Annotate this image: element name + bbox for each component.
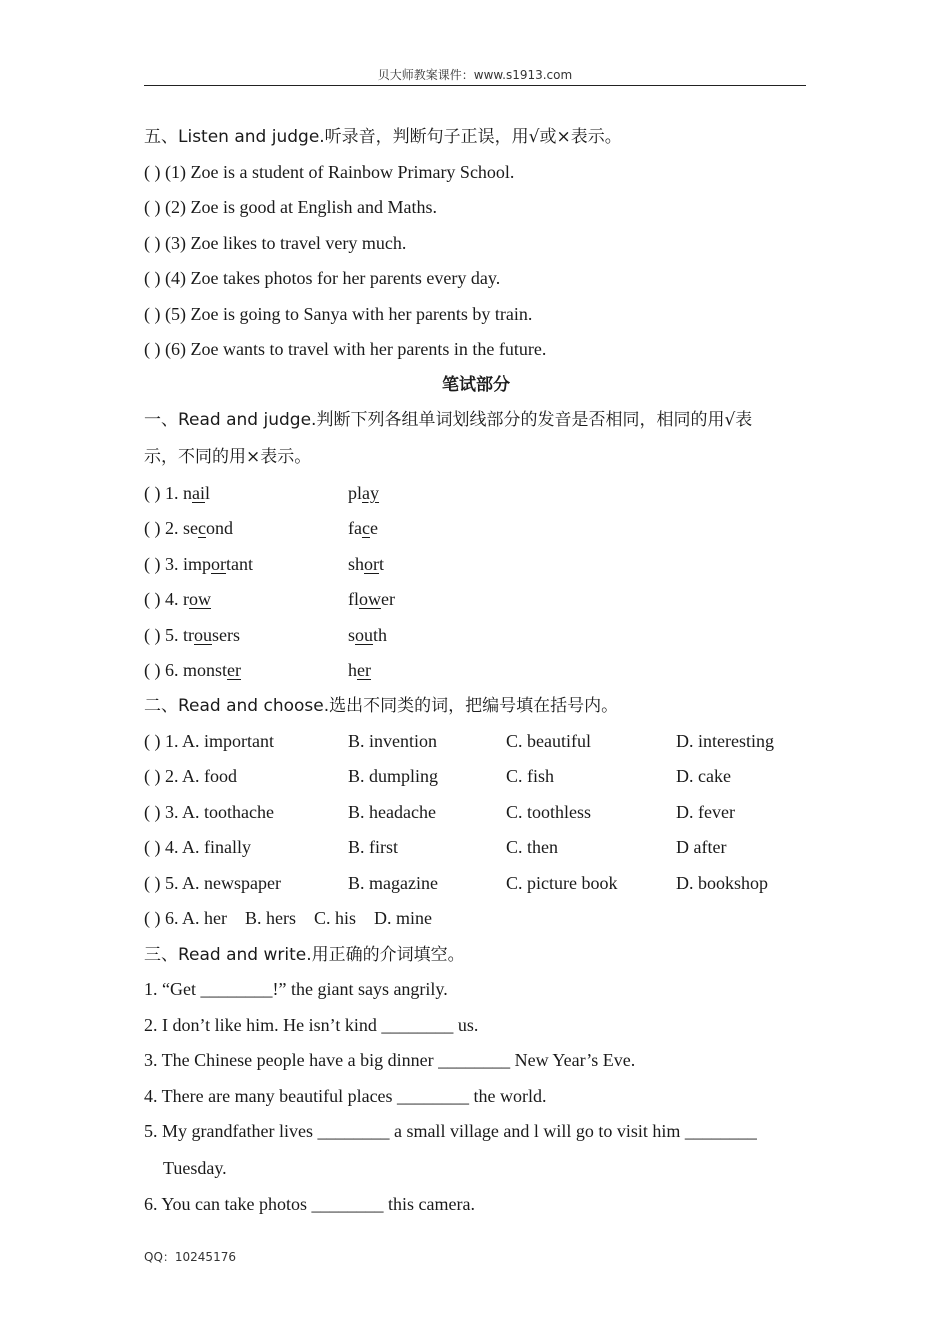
part1-title-line1 (144, 408, 752, 431)
word-a-underlined: or (211, 554, 227, 574)
word-b (348, 553, 384, 575)
word-a-suffix: sers (212, 625, 240, 645)
option-b: B. invention (348, 731, 437, 751)
word-b-prefix: s (348, 625, 356, 645)
option-a: ( ) 4. A. finally (144, 837, 251, 857)
option-b: B. first (348, 837, 399, 857)
word-a (144, 624, 240, 646)
word-b (348, 624, 387, 646)
listening-item: ( ) (2) Zoe is good at English and Maths. (144, 197, 437, 217)
word-b-prefix: sh (348, 554, 365, 574)
word-b-suffix: t (379, 554, 385, 574)
option-a: ( ) 1. A. important (144, 731, 274, 751)
part1-title-line2 (144, 445, 311, 468)
word-b-suffix: er (381, 589, 395, 609)
word-b-underlined: or (364, 554, 380, 574)
word-a (144, 659, 241, 681)
option-d: D. fever (676, 802, 735, 822)
listening-item: ( ) (1) Zoe is a student of Rainbow Primary School. (144, 162, 515, 182)
word-a (144, 588, 211, 610)
fill-blank-item: 1. “Get ________!” the giant says angrily. (144, 979, 448, 999)
listening-item: ( ) (6) Zoe wants to travel with her parents in the future. (144, 339, 547, 359)
word-b (348, 659, 371, 681)
part1-title-line1-text: 一、Read and judge.判断下列各组单词划线部分的发音是否相同，相同的用√表 (144, 410, 753, 430)
word-b-suffix: e (369, 518, 378, 538)
item-number: ( ) 6. (144, 660, 183, 680)
word-a-underlined: c (198, 518, 206, 538)
fill-blank-item-continuation: Tuesday. (163, 1158, 227, 1178)
option-b: B. dumpling (348, 766, 439, 786)
word-a-suffix: tant (226, 554, 254, 574)
word-a-prefix: se (183, 518, 198, 538)
word-a-prefix: tr (183, 625, 194, 645)
word-b-underlined: ou (355, 625, 374, 645)
word-a-suffix: ond (206, 518, 233, 538)
part2-title (144, 694, 618, 717)
item-number: ( ) 5. (144, 625, 183, 645)
word-a-underlined: ai (192, 483, 205, 503)
written-section-title: 笔试部分 (442, 375, 510, 395)
listening-item: ( ) (4) Zoe takes photos for her parents every day. (144, 268, 501, 288)
word-a-prefix: r (183, 589, 189, 609)
word-a-underlined: ow (189, 589, 211, 609)
item-number: ( ) 4. (144, 589, 183, 609)
part1-title-line2-text: 示，不同的用×表示。 (144, 447, 312, 467)
word-b-prefix: fl (348, 589, 359, 609)
listening-title (144, 125, 622, 148)
item-number: ( ) 1. (144, 483, 183, 503)
word-b-prefix: fa (348, 518, 362, 538)
word-a (144, 482, 210, 504)
option-d: D. bookshop (676, 873, 769, 893)
word-a-underlined: ou (194, 625, 212, 645)
word-b-underlined: c (361, 518, 370, 538)
word-a-prefix: imp (183, 554, 212, 574)
option-a: ( ) 5. A. newspaper (144, 873, 281, 893)
fill-blank-item: 4. There are many beautiful places ________ the world. (144, 1086, 547, 1106)
option-b: B. magazine (348, 873, 438, 893)
part2-item6: ( ) 6. A. her B. hers C. his D. mine (144, 908, 432, 928)
fill-blank-item: 2. I don’t like him. He isn’t kind ________ us. (144, 1015, 479, 1035)
item-number: ( ) 2. (144, 518, 183, 538)
word-a (144, 553, 253, 575)
word-b (348, 588, 395, 610)
option-c: C. picture book (506, 873, 618, 893)
word-a (144, 517, 233, 539)
listening-item: ( ) (5) Zoe is going to Sanya with her parents by train. (144, 304, 533, 324)
header-rule (144, 85, 806, 86)
page-header: 贝大师教案课件：www.s1913.com (377, 68, 573, 82)
fill-blank-item: 5. My grandfather lives ________ a small village and l will go to visit him ________ (144, 1121, 757, 1141)
word-b-prefix: pl (348, 483, 363, 503)
word-b (348, 482, 379, 504)
option-a: ( ) 2. A. food (144, 766, 237, 786)
option-c: C. then (506, 837, 558, 857)
word-a-prefix: n (183, 483, 192, 503)
option-c: C. toothless (506, 802, 592, 822)
option-d: D after (676, 837, 727, 857)
option-d: D. interesting (676, 731, 774, 751)
word-a-suffix: l (205, 483, 211, 503)
word-b-underlined: ow (359, 589, 381, 609)
option-d: D. cake (676, 766, 731, 786)
word-a-prefix: monst (183, 660, 228, 680)
listening-item: ( ) (3) Zoe likes to travel very much. (144, 233, 407, 253)
option-c: C. fish (506, 766, 555, 786)
part3-title-text: 三、Read and write.用正确的介词填空。 (144, 945, 465, 965)
word-b (348, 517, 378, 539)
page-footer: QQ：10245176 (144, 1250, 236, 1264)
item-number: ( ) 3. (144, 554, 183, 574)
option-c: C. beautiful (506, 731, 591, 751)
word-b-prefix: h (348, 660, 357, 680)
word-a-underlined: er (227, 660, 241, 680)
fill-blank-item: 3. The Chinese people have a big dinner ________ New Year’s Eve. (144, 1050, 636, 1070)
word-b-suffix: th (373, 625, 388, 645)
part3-title (144, 943, 465, 966)
fill-blank-item: 6. You can take photos ________ this camera. (144, 1194, 475, 1214)
listening-title-text: 五、Listen and judge.听录音，判断句子正误，用√或×表示。 (144, 127, 622, 147)
option-b: B. headache (348, 802, 436, 822)
part2-title-text: 二、Read and choose.选出不同类的词，把编号填在括号内。 (144, 696, 619, 716)
word-b-underlined: er (357, 660, 371, 680)
option-a: ( ) 3. A. toothache (144, 802, 274, 822)
word-b-underlined: ay (362, 483, 380, 503)
